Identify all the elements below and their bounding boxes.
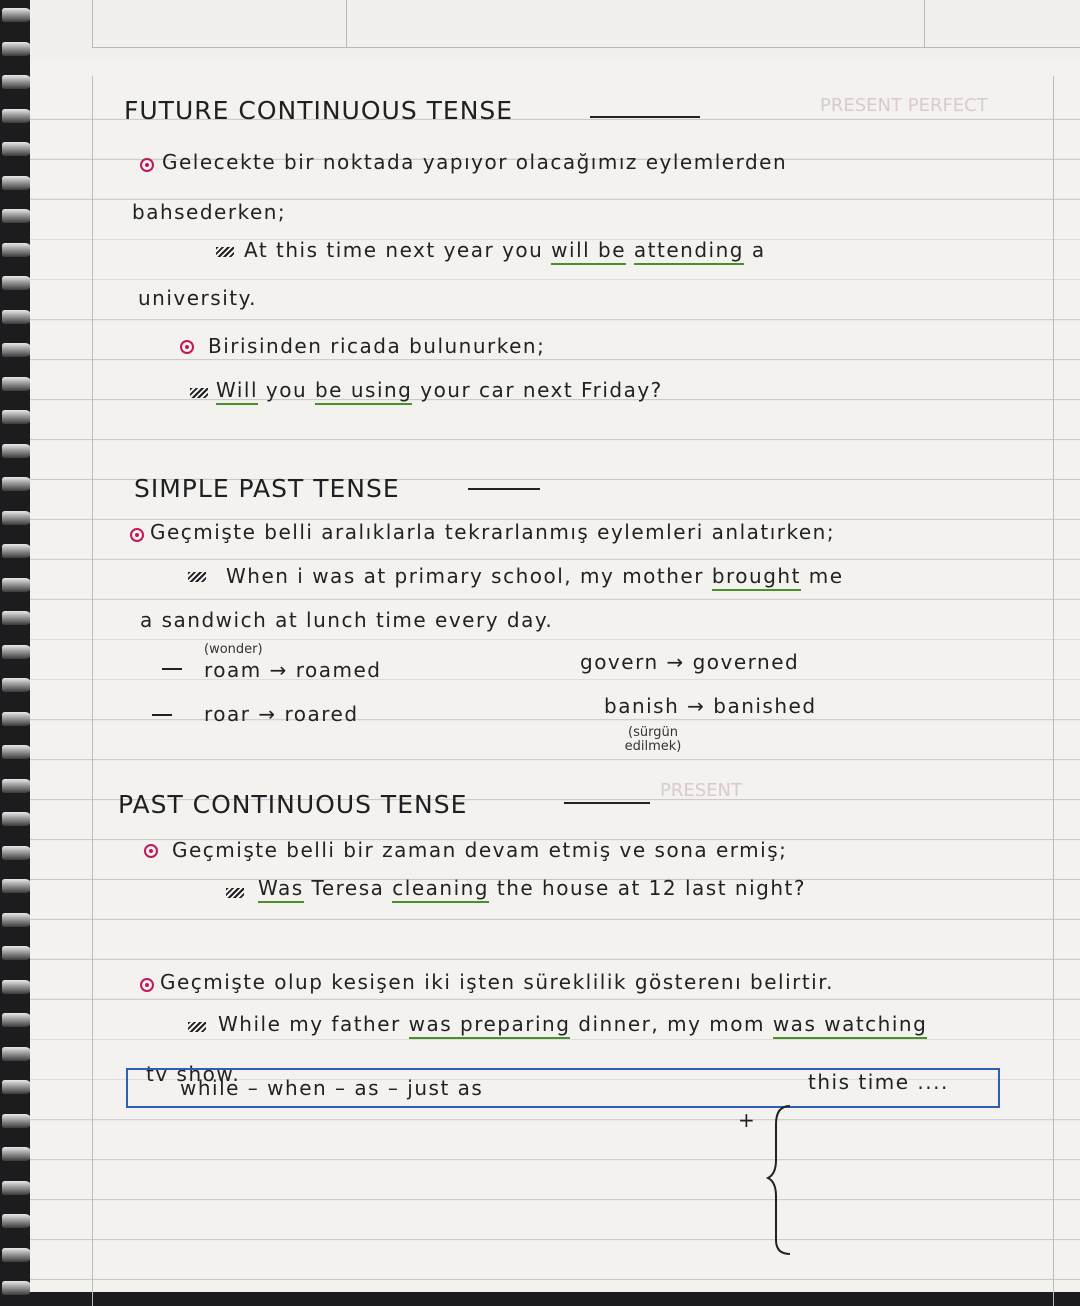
vocab-note: (wonder) (204, 642, 263, 657)
spiral-ring (2, 980, 32, 994)
past-continuous-rule-2: Geçmişte olup kesişen iki işten süreklilik gösterenı belirtir. (160, 970, 834, 994)
future-rule-2: Birisinden ricada bulunurken; (208, 334, 546, 358)
spiral-ring (2, 511, 32, 525)
past-continuous-heading: PAST CONTINUOUS TENSE (118, 790, 468, 819)
spiral-ring (2, 578, 32, 592)
spiral-ring (2, 1147, 32, 1161)
pink-bullet (130, 528, 144, 542)
spiral-ring (2, 142, 32, 156)
previous-sheet (30, 0, 1080, 63)
past-continuous-example-1: Was Teresa cleaning the house at 12 last night? (258, 876, 806, 900)
vocab-note: (sürgün edilmek) (624, 725, 682, 754)
heading-rule (590, 116, 700, 118)
conjunction-list: while – when – as – just as (180, 1076, 484, 1100)
spiral-ring (2, 42, 32, 56)
future-example-1-cont: university. (138, 286, 257, 310)
table-divider (346, 0, 347, 48)
future-example-2: Will you be using your car next Friday? (216, 378, 663, 402)
past-continuous-example-2: While my father was preparing dinner, my mom was watching (218, 1012, 927, 1036)
conjunction-extra: this time .... (808, 1070, 949, 1094)
spiral-ring (2, 1214, 32, 1228)
table-divider (924, 0, 925, 48)
spiral-ring (2, 377, 32, 391)
curly-brace-icon (766, 1100, 796, 1260)
spiral-ring (2, 1080, 32, 1094)
spiral-ring (2, 913, 32, 927)
list-dash (162, 668, 182, 670)
simple-past-heading: SIMPLE PAST TENSE (134, 474, 400, 503)
spiral-ring (2, 645, 32, 659)
vocab-roam: roam → roamed (204, 658, 382, 682)
heading-rule (564, 802, 650, 804)
future-rule-1-cont: bahsederken; (132, 200, 287, 224)
spiral-ring (2, 1281, 32, 1295)
spiral-ring (2, 611, 32, 625)
simple-past-example: When i was at primary school, my mother brought me (226, 564, 844, 588)
spiral-ring (2, 1047, 32, 1061)
spiral-ring (2, 812, 32, 826)
spiral-ring (2, 1181, 32, 1195)
example-mark-icon (226, 888, 244, 898)
spiral-ring (2, 779, 32, 793)
spiral-ring (2, 176, 32, 190)
spiral-ring (2, 276, 32, 290)
simple-past-rule: Geçmişte belli aralıklarla tekrarlanmış eylemleri anlatırken; (150, 520, 836, 544)
spiral-ring (2, 1114, 32, 1128)
spiral-ring (2, 109, 32, 123)
pink-bullet (140, 978, 154, 992)
spiral-ring (2, 444, 32, 458)
spiral-ring (2, 477, 32, 491)
heading-rule (468, 488, 540, 490)
previous-sheet-table (92, 0, 1080, 48)
simple-past-example-cont: a sandwich at lunch time every day. (140, 608, 554, 632)
vocab-govern: govern → governed (580, 650, 800, 674)
example-mark-icon (216, 247, 234, 257)
spiral-ring (2, 343, 32, 357)
bleed-through-text: PRESENT (660, 780, 742, 801)
spiral-ring (2, 678, 32, 692)
spiral-ring (2, 879, 32, 893)
spiral-ring (2, 8, 32, 22)
spiral-ring (2, 846, 32, 860)
spiral-ring (2, 745, 32, 759)
past-continuous-example-2-cont: tv show. (146, 1062, 241, 1086)
pink-bullet (180, 340, 194, 354)
future-continuous-heading: FUTURE CONTINUOUS TENSE (124, 96, 514, 125)
example-mark-icon (188, 1022, 206, 1032)
spiral-ring (2, 209, 32, 223)
spiral-ring (2, 410, 32, 424)
spiral-ring (2, 544, 32, 558)
bleed-through-text: PRESENT PERFECT (820, 95, 988, 116)
spiral-ring (2, 243, 32, 257)
vocab-roar: roar → roared (204, 702, 359, 726)
example-mark-icon (188, 572, 206, 582)
pink-bullet (140, 158, 154, 172)
past-continuous-rule-1: Geçmişte belli bir zaman devam etmiş ve sona ermiş; (172, 838, 788, 862)
spiral-ring (2, 946, 32, 960)
spiral-ring (2, 1013, 32, 1027)
future-example-1: At this time next year you will be attending a (244, 238, 766, 262)
plus-sign: + (738, 1108, 757, 1132)
pink-bullet (144, 844, 158, 858)
spiral-ring (2, 75, 32, 89)
vocab-banish: banish → banished (604, 694, 817, 718)
spiral-ring (2, 310, 32, 324)
spiral-ring (2, 1248, 32, 1262)
future-rule-1: Gelecekte bir noktada yapıyor olacağımız eylemlerden (162, 150, 788, 174)
spiral-ring (2, 712, 32, 726)
list-dash (152, 714, 172, 716)
example-mark-icon (190, 388, 208, 398)
